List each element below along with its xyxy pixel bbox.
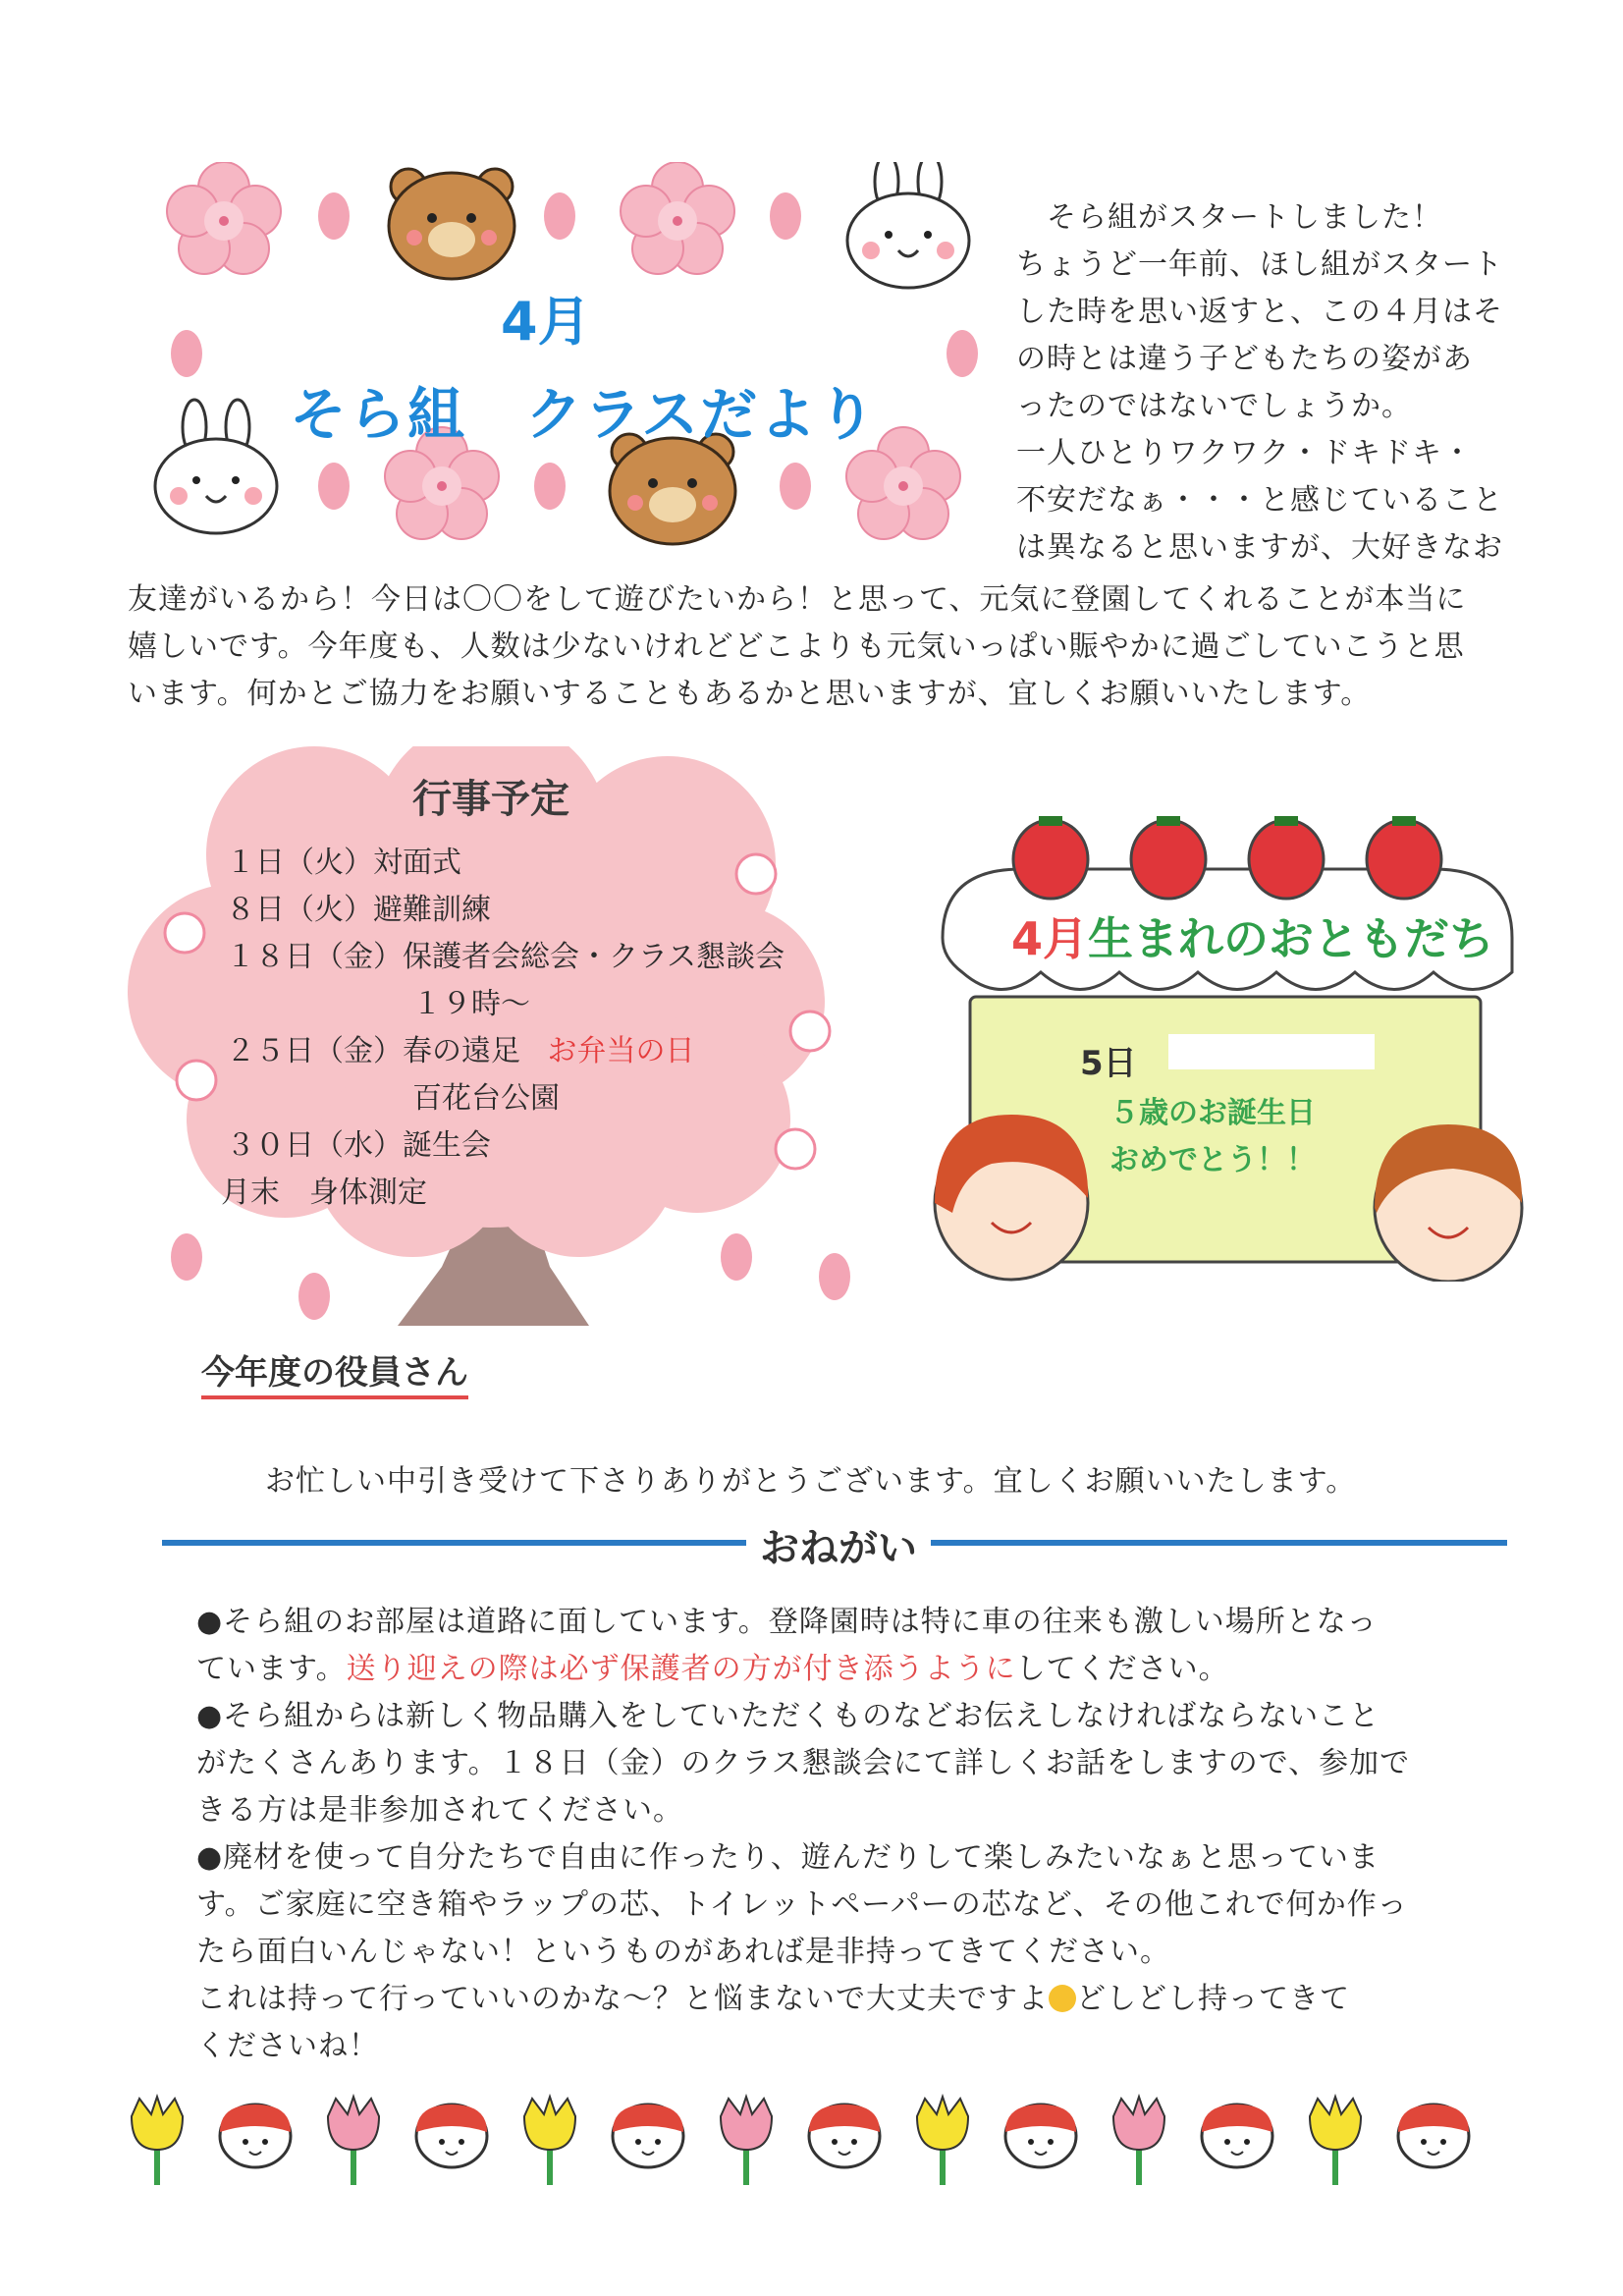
event-row bbox=[221, 1170, 427, 1217]
bunny-icon bbox=[847, 162, 969, 288]
class-title: そら組 クラスだより bbox=[290, 381, 878, 448]
child-face-icon bbox=[935, 1115, 1088, 1280]
onegai-line: がたくさんあります。１８日（金）のクラス懇談会にて詳しくお話をしますので、参加で bbox=[196, 1746, 1411, 1780]
sakura-icon bbox=[167, 162, 281, 274]
smiley-icon bbox=[1049, 1985, 1076, 2012]
event-row bbox=[412, 981, 530, 1028]
intro-line: います。何かとご協力をお願いすることもあるかと思いますが、宜しくお願いいたします。 bbox=[128, 677, 1372, 711]
event-date: ８日（火） bbox=[226, 893, 373, 927]
onegai-text: これは持って行っていいのかな～？と悩まないで大丈夫ですよ bbox=[196, 1982, 1049, 2016]
birthday-message-line: ５歳のお誕生日 bbox=[1109, 1096, 1316, 1130]
event-row bbox=[412, 1075, 560, 1122]
intro-line: 友達がいるから！今日は〇〇をして遊びたいから！と思って、元気に登園してくれることが本当に bbox=[128, 582, 1467, 617]
event-date: １日（火） bbox=[226, 846, 373, 880]
intro-line: ったのではないでしょうか。 bbox=[1016, 389, 1412, 423]
birthday-date: 5日 bbox=[1080, 1044, 1137, 1083]
event-text: 避難訓練 bbox=[373, 893, 491, 927]
officers-heading: 今年度の役員さん bbox=[201, 1345, 468, 1399]
onegai-line: ●廃材を使って自分たちで自由に作ったり、遊んだりして楽しみたいなぁと思っていま bbox=[196, 1840, 1380, 1875]
events-list bbox=[221, 840, 854, 1232]
intro-line: そら組がスタートしました！ bbox=[1016, 200, 1442, 235]
onegai-line: ●そら組のお部屋は道路に面しています。登降園時は特に車の往来も激しい場所となっ bbox=[196, 1605, 1378, 1639]
event-row bbox=[226, 1122, 491, 1170]
event-row bbox=[226, 887, 491, 934]
events-heading: 行事予定 bbox=[412, 777, 569, 822]
event-text: 保護者会総会・クラス懇談会 bbox=[403, 940, 785, 974]
onegai-line: きる方は是非参加されてください。 bbox=[196, 1793, 683, 1828]
header-decoration bbox=[147, 162, 1001, 555]
event-note: お弁当の日 bbox=[547, 1034, 695, 1068]
onegai-line bbox=[196, 1646, 1473, 1693]
onegai-text: どしどし持ってきて bbox=[1076, 1982, 1350, 2016]
onegai-warning: 送り迎えの際は必ず保護者の方が付き添うように bbox=[346, 1652, 1016, 1686]
event-text: 春の遠足 bbox=[403, 1034, 520, 1068]
intro-full-text bbox=[128, 576, 1522, 718]
officers-thanks: お忙しい中引き受けて下さりありがとうございます。宜しくお願いいたします。 bbox=[265, 1464, 1357, 1499]
birthday-cake-illustration bbox=[923, 810, 1532, 1282]
onegai-line: たら面白いんじゃない！というものがあれば是非持ってきてください。 bbox=[196, 1935, 1170, 1969]
onegai-body bbox=[196, 1599, 1473, 2070]
intro-line: 嬉しいです。今年度も、人数は少ないけれどどこよりも元気いっぱい賑やかに過ごしていこうと思 bbox=[128, 629, 1465, 664]
intro-line: は異なると思いますが、大好きなお bbox=[1016, 530, 1503, 565]
intro-line: ちょうど一年前、ほし組がスタート bbox=[1016, 247, 1503, 282]
onegai-heading: おねがい bbox=[746, 1517, 931, 1573]
onegai-line bbox=[196, 1976, 1473, 2023]
event-text: 身体測定 bbox=[309, 1175, 427, 1210]
bear-icon bbox=[389, 169, 514, 279]
event-row bbox=[226, 1028, 695, 1075]
event-date: １８日（金） bbox=[226, 940, 403, 974]
child-face-icon bbox=[1375, 1124, 1522, 1282]
intro-line: 不安だなぁ・・・と感じていること bbox=[1016, 483, 1503, 518]
intro-line: 一人ひとりワクワク・ドキドキ・ bbox=[1016, 436, 1473, 470]
intro-line: した時を思い返すと、この４月はそ bbox=[1016, 295, 1503, 329]
event-text: 百花台公園 bbox=[412, 1081, 560, 1116]
event-text: １９時～ bbox=[412, 987, 530, 1021]
event-row bbox=[226, 840, 461, 887]
onegai-line: す。ご家庭に空き箱やラップの芯、トイレットペーパーの芯など、その他これで何か作っ bbox=[196, 1887, 1408, 1922]
onegai-text: ています。 bbox=[196, 1652, 347, 1686]
onegai-line: ●そら組からは新しく物品購入をしていただくものなどお伝えしなければならないこと bbox=[196, 1699, 1380, 1733]
birthday-title-month: 4月 bbox=[1011, 912, 1089, 965]
event-row bbox=[226, 934, 784, 981]
onegai-line: くださいね！ bbox=[196, 2029, 379, 2063]
event-text: 誕生会 bbox=[403, 1128, 491, 1163]
birthday-message-line: おめでとう！！ bbox=[1109, 1143, 1316, 1177]
onegai-text: してください。 bbox=[1015, 1652, 1229, 1686]
event-date: ２５日（金） bbox=[226, 1034, 403, 1068]
birthday-title-text: 生まれのおともだち bbox=[1088, 912, 1495, 965]
birthday-message bbox=[1109, 1090, 1316, 1184]
event-text: 対面式 bbox=[373, 846, 461, 880]
event-date: 月末 bbox=[221, 1175, 280, 1210]
birthday-title bbox=[1011, 903, 1494, 968]
event-date: ３０日（水） bbox=[226, 1128, 403, 1163]
intro-right-text bbox=[1016, 194, 1527, 572]
bottom-decoration bbox=[118, 2082, 1512, 2190]
intro-line: の時とは違う子どもたちの姿があ bbox=[1016, 342, 1473, 376]
title-month: 4月 bbox=[501, 291, 591, 353]
bunny-icon bbox=[155, 400, 277, 533]
sakura-icon bbox=[621, 162, 734, 274]
